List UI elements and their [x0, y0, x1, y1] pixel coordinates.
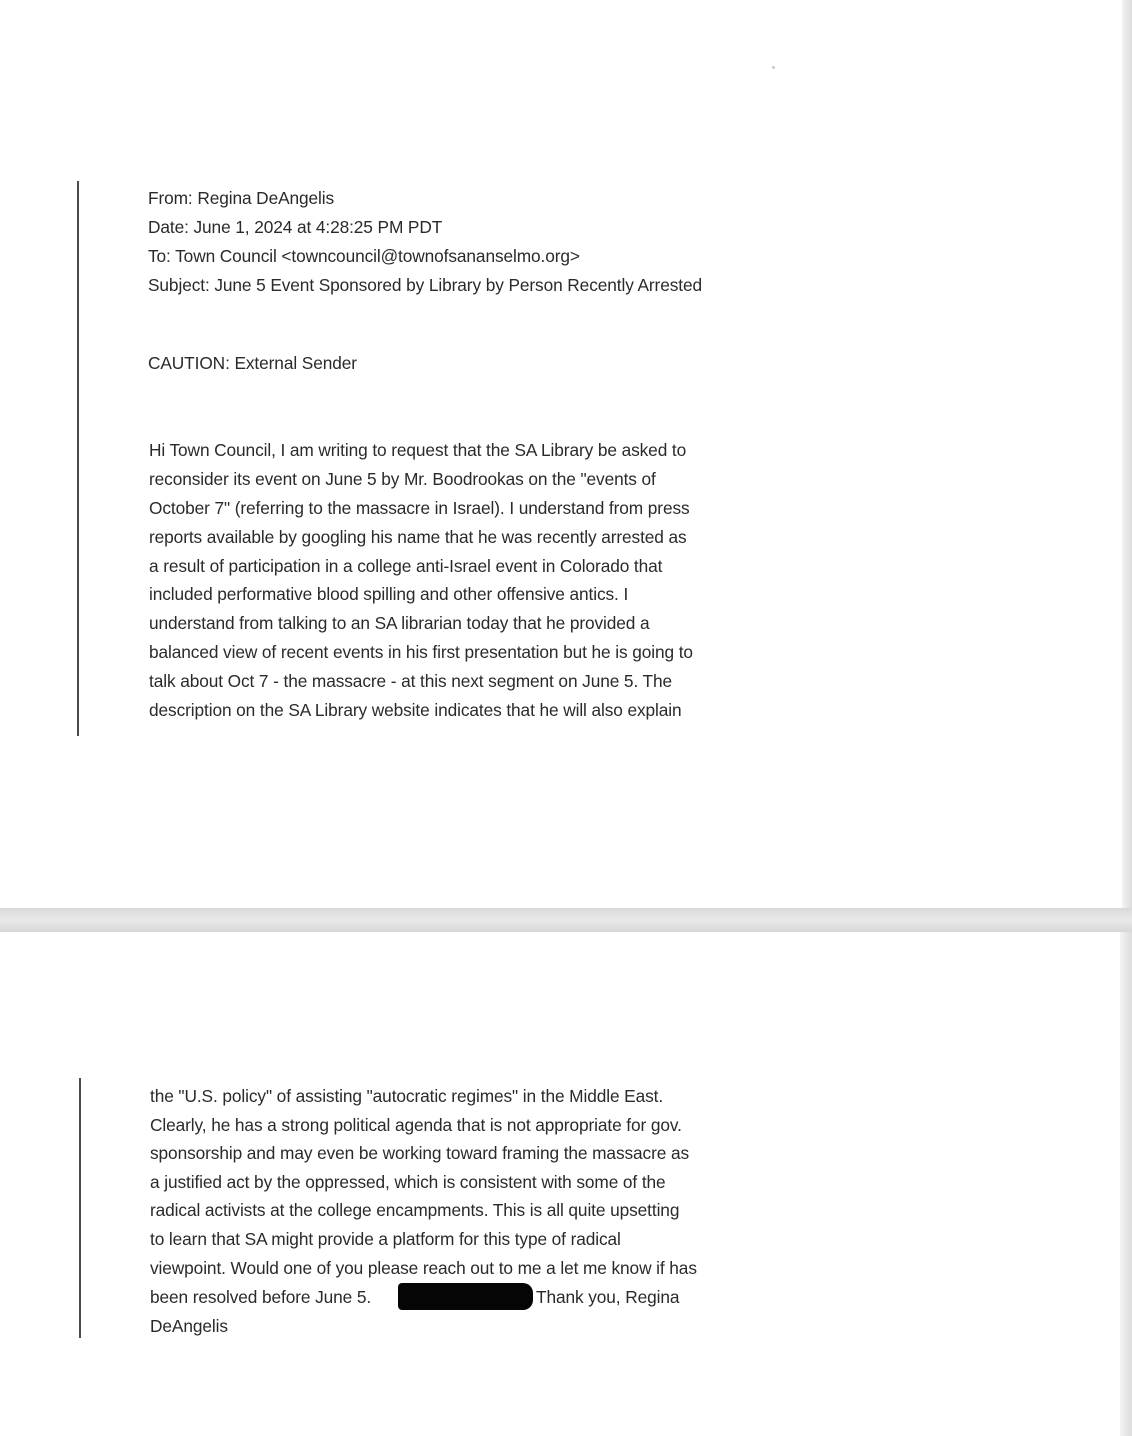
body-line: a justified act by the oppressed, which is consistent with some of the	[150, 1172, 666, 1192]
page-2-edge	[1120, 932, 1132, 1436]
body-line: sponsorship and may even be working toward framing the massacre as	[150, 1143, 689, 1163]
email-subject: Subject: June 5 Event Sponsored by Library by Person Recently Arrested	[148, 275, 702, 295]
body-line: October 7" (referring to the massacre in Israel). I understand from press	[149, 498, 690, 518]
quote-bar-page-2	[79, 1078, 81, 1338]
page-1-edge	[1122, 0, 1132, 908]
body-line: radical activists at the college encampments. This is all quite upsetting	[150, 1200, 680, 1220]
body-line: talk about Oct 7 - the massacre - at this next segment on June 5. The	[149, 671, 673, 691]
email-to: To: Town Council <towncouncil@townofsananselmo.org>	[148, 246, 580, 266]
email-from: From: Regina DeAngelis	[148, 188, 335, 208]
body-line: reports available by googling his name that he was recently arrested as	[149, 527, 687, 547]
scan-speck	[772, 66, 775, 69]
email-date: Date: June 1, 2024 at 4:28:25 PM PDT	[148, 217, 443, 237]
body-line: viewpoint. Would one of you please reach out to me a let me know if has	[150, 1258, 697, 1278]
body-line: understand from talking to an SA librarian today that he provided a	[149, 613, 650, 633]
body-line: a result of participation in a college anti-Israel event in Colorado that	[149, 556, 663, 576]
signature-name: DeAngelis	[150, 1316, 228, 1336]
closing-signoff: Thank you, Regina	[536, 1287, 680, 1307]
body-line: reconsider its event on June 5 by Mr. Boodrookas on the "events of	[149, 469, 656, 489]
body-line: to learn that SA might provide a platform for this type of radical	[150, 1229, 621, 1249]
closing-line-start: been resolved before June 5.	[150, 1287, 372, 1307]
body-line: description on the SA Library website indicates that he will also explain	[149, 700, 682, 720]
body-line: balanced view of recent events in his first presentation but he is going to	[149, 642, 693, 662]
body-line: Clearly, he has a strong political agenda that is not appropriate for gov.	[150, 1115, 682, 1135]
caution-notice: CAUTION: External Sender	[148, 353, 357, 373]
redaction-block	[398, 1283, 533, 1310]
body-line: Hi Town Council, I am writing to request that the SA Library be asked to	[149, 440, 687, 460]
quote-bar-page-1	[77, 181, 79, 736]
body-line: included performative blood spilling and other offensive antics. I	[149, 584, 629, 604]
body-line: the "U.S. policy" of assisting "autocratic regimes" in the Middle East.	[150, 1086, 664, 1106]
page-gap	[0, 908, 1132, 932]
